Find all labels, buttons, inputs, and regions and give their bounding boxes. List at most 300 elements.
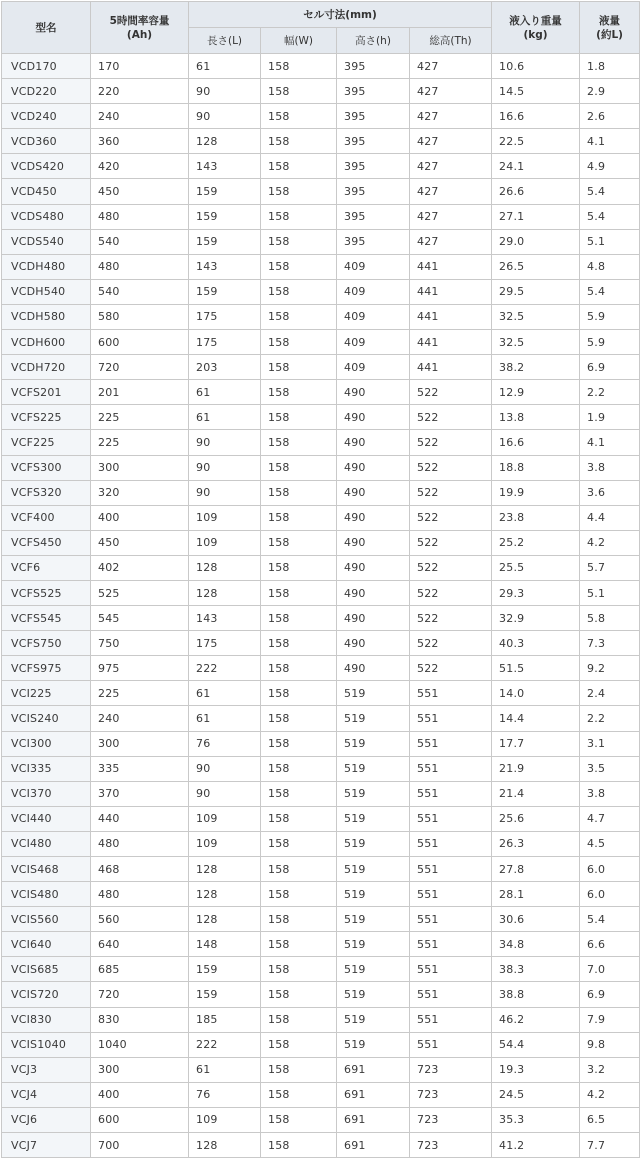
cell-capacity: 560 [91, 907, 189, 932]
cell-weight: 32.5 [492, 330, 580, 355]
cell-weight: 21.9 [492, 756, 580, 781]
table-row [2, 756, 640, 781]
cell-width: 158 [261, 179, 337, 204]
cell-length: 159 [189, 957, 261, 982]
table-row [2, 204, 640, 229]
cell-model: VCF6 [2, 555, 91, 580]
cell-capacity: 335 [91, 756, 189, 781]
cell-total-height: 441 [410, 304, 492, 329]
cell-total-height: 427 [410, 54, 492, 79]
header-cell-dimensions: セル寸法(mm) [189, 2, 492, 28]
cell-capacity: 700 [91, 1133, 189, 1158]
cell-liquid: 9.2 [580, 656, 640, 681]
cell-width: 158 [261, 1107, 337, 1132]
cell-liquid: 7.3 [580, 631, 640, 656]
cell-width: 158 [261, 530, 337, 555]
cell-liquid: 3.5 [580, 756, 640, 781]
cell-capacity: 201 [91, 380, 189, 405]
cell-width: 158 [261, 706, 337, 731]
cell-total-height: 551 [410, 756, 492, 781]
header-liquid-line2: (約L) [596, 28, 623, 41]
cell-length: 159 [189, 204, 261, 229]
cell-weight: 29.3 [492, 580, 580, 605]
cell-width: 158 [261, 681, 337, 706]
cell-weight: 26.3 [492, 831, 580, 856]
cell-weight: 21.4 [492, 781, 580, 806]
cell-weight: 32.9 [492, 606, 580, 631]
table-row [2, 580, 640, 605]
cell-liquid: 4.1 [580, 129, 640, 154]
cell-total-height: 551 [410, 781, 492, 806]
cell-liquid: 7.7 [580, 1133, 640, 1158]
cell-total-height: 427 [410, 204, 492, 229]
cell-liquid: 5.4 [580, 907, 640, 932]
cell-height: 409 [337, 254, 410, 279]
cell-total-height: 551 [410, 982, 492, 1007]
cell-total-height: 551 [410, 932, 492, 957]
cell-total-height: 522 [410, 455, 492, 480]
cell-height: 490 [337, 480, 410, 505]
cell-length: 90 [189, 781, 261, 806]
cell-weight: 14.5 [492, 79, 580, 104]
cell-weight: 22.5 [492, 129, 580, 154]
table-row [2, 656, 640, 681]
cell-total-height: 551 [410, 907, 492, 932]
cell-width: 158 [261, 154, 337, 179]
cell-model: VCDS420 [2, 154, 91, 179]
cell-width: 158 [261, 656, 337, 681]
cell-width: 158 [261, 957, 337, 982]
cell-model: VCJ3 [2, 1057, 91, 1082]
cell-height: 691 [337, 1057, 410, 1082]
cell-height: 409 [337, 304, 410, 329]
cell-capacity: 480 [91, 204, 189, 229]
cell-weight: 54.4 [492, 1032, 580, 1057]
cell-total-height: 441 [410, 355, 492, 380]
cell-capacity: 420 [91, 154, 189, 179]
cell-capacity: 300 [91, 1057, 189, 1082]
cell-length: 175 [189, 304, 261, 329]
cell-height: 395 [337, 179, 410, 204]
cell-model: VCI440 [2, 806, 91, 831]
cell-height: 490 [337, 430, 410, 455]
cell-capacity: 240 [91, 104, 189, 129]
table-row [2, 355, 640, 380]
cell-model: VCJ4 [2, 1082, 91, 1107]
cell-weight: 29.5 [492, 279, 580, 304]
cell-capacity: 300 [91, 455, 189, 480]
cell-width: 158 [261, 932, 337, 957]
cell-weight: 27.1 [492, 204, 580, 229]
cell-length: 128 [189, 1133, 261, 1158]
cell-capacity: 600 [91, 330, 189, 355]
cell-capacity: 240 [91, 706, 189, 731]
cell-capacity: 468 [91, 857, 189, 882]
cell-liquid: 3.2 [580, 1057, 640, 1082]
cell-width: 158 [261, 405, 337, 430]
cell-liquid: 6.6 [580, 932, 640, 957]
cell-width: 158 [261, 907, 337, 932]
cell-length: 128 [189, 907, 261, 932]
cell-length: 109 [189, 806, 261, 831]
cell-length: 90 [189, 480, 261, 505]
cell-model: VCD450 [2, 179, 91, 204]
cell-length: 128 [189, 580, 261, 605]
cell-total-height: 551 [410, 731, 492, 756]
cell-height: 490 [337, 606, 410, 631]
header-total-height: 総高(Th) [410, 28, 492, 54]
cell-liquid: 2.6 [580, 104, 640, 129]
cell-total-height: 522 [410, 555, 492, 580]
cell-capacity: 1040 [91, 1032, 189, 1057]
cell-liquid: 4.7 [580, 806, 640, 831]
cell-length: 159 [189, 279, 261, 304]
cell-length: 128 [189, 857, 261, 882]
cell-weight: 51.5 [492, 656, 580, 681]
table-row [2, 505, 640, 530]
cell-liquid: 5.9 [580, 330, 640, 355]
cell-total-height: 723 [410, 1082, 492, 1107]
cell-height: 691 [337, 1082, 410, 1107]
cell-liquid: 9.8 [580, 1032, 640, 1057]
cell-length: 61 [189, 405, 261, 430]
table-row [2, 1032, 640, 1057]
cell-width: 158 [261, 330, 337, 355]
cell-height: 519 [337, 806, 410, 831]
cell-liquid: 2.2 [580, 706, 640, 731]
table-row [2, 455, 640, 480]
cell-width: 158 [261, 831, 337, 856]
cell-width: 158 [261, 129, 337, 154]
table-row [2, 731, 640, 756]
cell-height: 490 [337, 580, 410, 605]
cell-model: VCFS201 [2, 380, 91, 405]
table-row [2, 480, 640, 505]
cell-model: VCFS450 [2, 530, 91, 555]
cell-weight: 18.8 [492, 455, 580, 480]
cell-length: 109 [189, 505, 261, 530]
cell-length: 203 [189, 355, 261, 380]
cell-height: 519 [337, 681, 410, 706]
cell-weight: 24.5 [492, 1082, 580, 1107]
cell-capacity: 370 [91, 781, 189, 806]
cell-liquid: 5.4 [580, 179, 640, 204]
cell-model: VCD360 [2, 129, 91, 154]
cell-height: 519 [337, 731, 410, 756]
cell-width: 158 [261, 279, 337, 304]
cell-height: 519 [337, 982, 410, 1007]
cell-capacity: 360 [91, 129, 189, 154]
cell-length: 143 [189, 254, 261, 279]
cell-height: 519 [337, 1032, 410, 1057]
cell-height: 519 [337, 756, 410, 781]
header-model: 型名 [2, 2, 91, 54]
cell-model: VCIS240 [2, 706, 91, 731]
cell-width: 158 [261, 756, 337, 781]
header-weight [492, 2, 580, 54]
cell-length: 159 [189, 179, 261, 204]
cell-width: 158 [261, 505, 337, 530]
cell-liquid: 6.9 [580, 982, 640, 1007]
cell-total-height: 522 [410, 580, 492, 605]
cell-weight: 25.5 [492, 555, 580, 580]
cell-length: 175 [189, 631, 261, 656]
header-capacity-line1: 5時間率容量 [109, 14, 170, 27]
cell-weight: 16.6 [492, 430, 580, 455]
table-row [2, 405, 640, 430]
cell-total-height: 427 [410, 79, 492, 104]
cell-liquid: 3.8 [580, 455, 640, 480]
cell-total-height: 522 [410, 606, 492, 631]
cell-height: 519 [337, 882, 410, 907]
cell-capacity: 640 [91, 932, 189, 957]
cell-liquid: 2.2 [580, 380, 640, 405]
cell-capacity: 580 [91, 304, 189, 329]
cell-weight: 25.2 [492, 530, 580, 555]
cell-height: 395 [337, 79, 410, 104]
cell-weight: 17.7 [492, 731, 580, 756]
cell-width: 158 [261, 54, 337, 79]
cell-capacity: 545 [91, 606, 189, 631]
cell-width: 158 [261, 1057, 337, 1082]
table-row [2, 154, 640, 179]
cell-capacity: 720 [91, 355, 189, 380]
cell-capacity: 400 [91, 1082, 189, 1107]
cell-height: 519 [337, 907, 410, 932]
cell-width: 158 [261, 580, 337, 605]
table-row [2, 606, 640, 631]
cell-model: VCFS300 [2, 455, 91, 480]
cell-liquid: 2.9 [580, 79, 640, 104]
cell-weight: 27.8 [492, 857, 580, 882]
cell-model: VCF400 [2, 505, 91, 530]
cell-model: VCDS480 [2, 204, 91, 229]
battery-spec-table [1, 1, 640, 1158]
cell-liquid: 6.9 [580, 355, 640, 380]
cell-length: 128 [189, 882, 261, 907]
cell-length: 90 [189, 430, 261, 455]
cell-height: 519 [337, 932, 410, 957]
cell-capacity: 975 [91, 656, 189, 681]
cell-liquid: 4.2 [580, 530, 640, 555]
cell-length: 109 [189, 831, 261, 856]
header-liquid [580, 2, 640, 54]
table-row [2, 957, 640, 982]
cell-model: VCFS750 [2, 631, 91, 656]
cell-width: 158 [261, 480, 337, 505]
cell-height: 490 [337, 405, 410, 430]
cell-capacity: 600 [91, 1107, 189, 1132]
cell-total-height: 427 [410, 229, 492, 254]
cell-model: VCDS540 [2, 229, 91, 254]
cell-total-height: 522 [410, 480, 492, 505]
cell-width: 158 [261, 380, 337, 405]
header-weight-line1: 液入り重量 [509, 14, 562, 27]
table-row [2, 706, 640, 731]
cell-length: 128 [189, 555, 261, 580]
cell-total-height: 427 [410, 129, 492, 154]
table-row [2, 857, 640, 882]
cell-height: 519 [337, 781, 410, 806]
table-row [2, 806, 640, 831]
cell-model: VCIS720 [2, 982, 91, 1007]
cell-weight: 13.8 [492, 405, 580, 430]
cell-liquid: 7.9 [580, 1007, 640, 1032]
cell-liquid: 4.5 [580, 831, 640, 856]
cell-width: 158 [261, 882, 337, 907]
cell-weight: 12.9 [492, 380, 580, 405]
cell-width: 158 [261, 857, 337, 882]
cell-weight: 25.6 [492, 806, 580, 831]
table-row [2, 1007, 640, 1032]
table-row [2, 555, 640, 580]
table-row [2, 882, 640, 907]
cell-liquid: 6.0 [580, 882, 640, 907]
cell-height: 490 [337, 380, 410, 405]
cell-width: 158 [261, 1032, 337, 1057]
cell-total-height: 441 [410, 330, 492, 355]
cell-height: 409 [337, 279, 410, 304]
cell-capacity: 540 [91, 229, 189, 254]
table-row [2, 1057, 640, 1082]
header-length: 長さ(L) [189, 28, 261, 54]
cell-total-height: 522 [410, 430, 492, 455]
cell-width: 158 [261, 982, 337, 1007]
cell-liquid: 2.4 [580, 681, 640, 706]
cell-capacity: 450 [91, 530, 189, 555]
cell-capacity: 300 [91, 731, 189, 756]
cell-model: VCIS685 [2, 957, 91, 982]
cell-length: 143 [189, 154, 261, 179]
cell-width: 158 [261, 79, 337, 104]
cell-capacity: 480 [91, 831, 189, 856]
cell-width: 158 [261, 254, 337, 279]
table-row [2, 1133, 640, 1158]
cell-model: VCDH540 [2, 279, 91, 304]
cell-height: 691 [337, 1133, 410, 1158]
cell-model: VCI225 [2, 681, 91, 706]
cell-model: VCFS320 [2, 480, 91, 505]
cell-length: 128 [189, 129, 261, 154]
cell-capacity: 220 [91, 79, 189, 104]
cell-height: 395 [337, 154, 410, 179]
table-row [2, 279, 640, 304]
cell-height: 519 [337, 831, 410, 856]
cell-capacity: 225 [91, 681, 189, 706]
cell-width: 158 [261, 781, 337, 806]
cell-length: 61 [189, 54, 261, 79]
cell-height: 519 [337, 957, 410, 982]
cell-capacity: 525 [91, 580, 189, 605]
cell-model: VCI640 [2, 932, 91, 957]
cell-liquid: 1.8 [580, 54, 640, 79]
table-row [2, 1082, 640, 1107]
cell-model: VCJ6 [2, 1107, 91, 1132]
cell-liquid: 5.7 [580, 555, 640, 580]
cell-height: 519 [337, 1007, 410, 1032]
table-row [2, 907, 640, 932]
cell-liquid: 6.0 [580, 857, 640, 882]
cell-liquid: 4.8 [580, 254, 640, 279]
cell-height: 691 [337, 1107, 410, 1132]
cell-length: 61 [189, 706, 261, 731]
cell-length: 159 [189, 982, 261, 1007]
cell-total-height: 522 [410, 505, 492, 530]
cell-capacity: 320 [91, 480, 189, 505]
header-capacity [91, 2, 189, 54]
cell-length: 159 [189, 229, 261, 254]
cell-weight: 46.2 [492, 1007, 580, 1032]
cell-model: VCI370 [2, 781, 91, 806]
cell-total-height: 551 [410, 1007, 492, 1032]
cell-capacity: 540 [91, 279, 189, 304]
cell-liquid: 7.0 [580, 957, 640, 982]
cell-length: 222 [189, 1032, 261, 1057]
cell-height: 519 [337, 706, 410, 731]
cell-height: 395 [337, 229, 410, 254]
cell-capacity: 440 [91, 806, 189, 831]
cell-length: 76 [189, 731, 261, 756]
cell-total-height: 723 [410, 1057, 492, 1082]
table-row [2, 79, 640, 104]
cell-model: VCI335 [2, 756, 91, 781]
table-header [2, 2, 640, 54]
cell-length: 61 [189, 380, 261, 405]
cell-height: 395 [337, 54, 410, 79]
cell-liquid: 4.4 [580, 505, 640, 530]
cell-length: 61 [189, 681, 261, 706]
cell-total-height: 551 [410, 857, 492, 882]
cell-length: 61 [189, 1057, 261, 1082]
cell-liquid: 3.1 [580, 731, 640, 756]
cell-width: 158 [261, 355, 337, 380]
cell-liquid: 5.1 [580, 229, 640, 254]
cell-width: 158 [261, 104, 337, 129]
cell-total-height: 551 [410, 1032, 492, 1057]
cell-liquid: 5.4 [580, 279, 640, 304]
cell-total-height: 551 [410, 882, 492, 907]
table-row [2, 179, 640, 204]
table-row [2, 229, 640, 254]
cell-weight: 28.1 [492, 882, 580, 907]
cell-liquid: 5.9 [580, 304, 640, 329]
cell-model: VCDH580 [2, 304, 91, 329]
cell-height: 395 [337, 204, 410, 229]
cell-width: 158 [261, 555, 337, 580]
cell-liquid: 5.8 [580, 606, 640, 631]
cell-weight: 29.0 [492, 229, 580, 254]
cell-length: 90 [189, 455, 261, 480]
cell-length: 185 [189, 1007, 261, 1032]
cell-model: VCD240 [2, 104, 91, 129]
cell-weight: 34.8 [492, 932, 580, 957]
cell-capacity: 225 [91, 430, 189, 455]
table-row [2, 430, 640, 455]
cell-total-height: 522 [410, 405, 492, 430]
cell-width: 158 [261, 1133, 337, 1158]
cell-liquid: 4.1 [580, 430, 640, 455]
cell-liquid: 5.4 [580, 204, 640, 229]
cell-length: 90 [189, 104, 261, 129]
cell-weight: 38.3 [492, 957, 580, 982]
cell-weight: 16.6 [492, 104, 580, 129]
cell-total-height: 522 [410, 656, 492, 681]
cell-liquid: 5.1 [580, 580, 640, 605]
cell-width: 158 [261, 606, 337, 631]
table-row [2, 129, 640, 154]
cell-liquid: 3.6 [580, 480, 640, 505]
header-capacity-line2: (Ah) [126, 28, 153, 41]
